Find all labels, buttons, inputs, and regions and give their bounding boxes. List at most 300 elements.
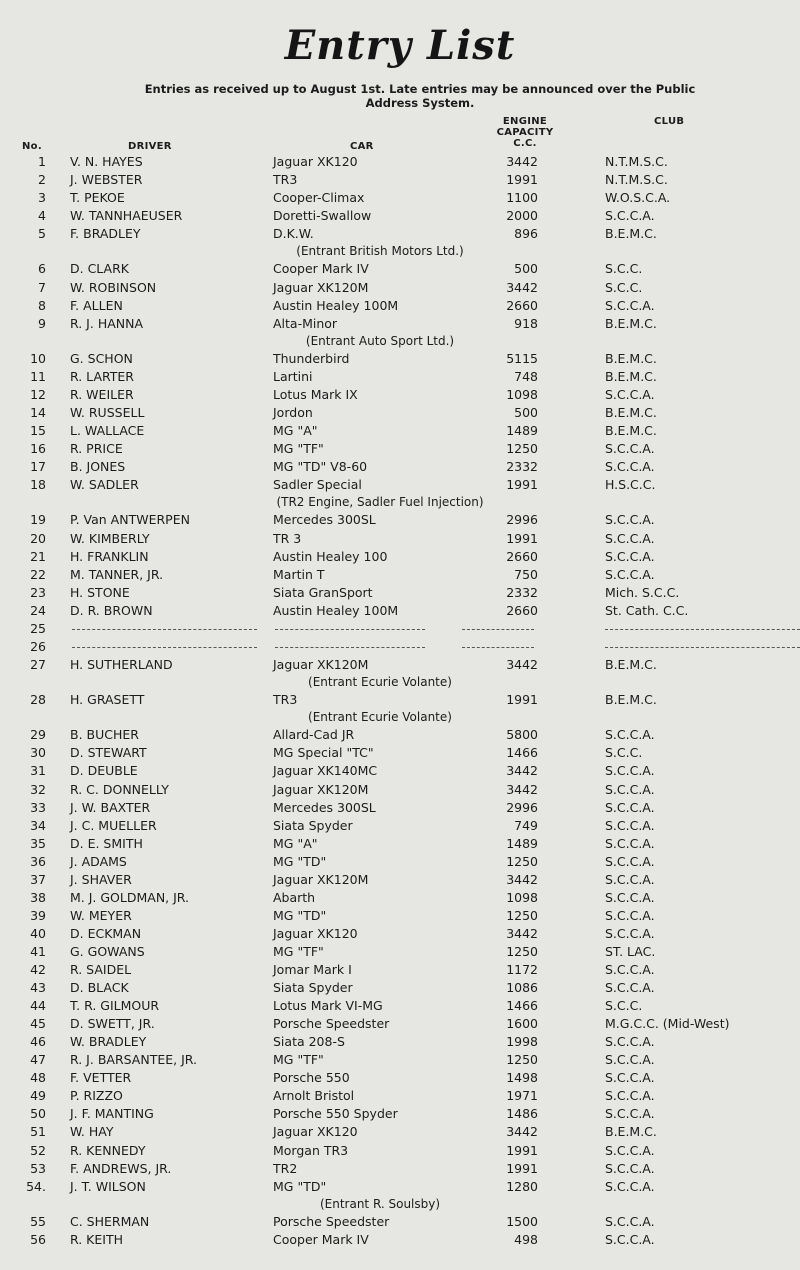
cell-car: TR3 [273, 692, 298, 708]
cell-club: S.C.C.A. [605, 835, 655, 851]
cell-car: Siata Spyder [273, 817, 353, 833]
cell-driver: T. R. GILMOUR [70, 998, 160, 1014]
cell-club: Mich. S.C.C. [605, 584, 680, 600]
cell-car: MG "TD" V8-60 [273, 459, 368, 475]
table-row [0, 566, 800, 584]
cell-club: B.E.M.C. [605, 423, 657, 439]
cell-club: B.E.M.C. [605, 405, 657, 420]
cell-club: S.C.C. [605, 261, 643, 277]
cell-car: MG "TF" [273, 441, 324, 457]
cell-car: Austin Healey 100M [273, 297, 399, 313]
cell-car: Austin Healey 100 [273, 548, 388, 564]
table-row [0, 315, 800, 333]
cell-car: Siata GranSport [273, 584, 373, 600]
table-row [0, 297, 800, 315]
entrant-note [0, 674, 800, 691]
table-row [0, 548, 800, 566]
cell-no: 23 [30, 584, 46, 600]
blank-entry-line [72, 629, 257, 630]
cell-car: Siata Spyder [273, 980, 353, 996]
cell-car: Alta-Minor [273, 315, 338, 331]
table-row [0, 691, 800, 709]
cell-car: Jaguar XK120 [273, 1124, 358, 1140]
blank-entry-line [275, 629, 425, 630]
cell-driver: J. C. MUELLER [70, 817, 157, 833]
blank-entry-line [462, 629, 534, 630]
cell-no: 52 [30, 1142, 46, 1158]
cell-no: 26 [30, 638, 46, 654]
table-row [0, 620, 800, 638]
cell-driver: B. JONES [70, 459, 126, 475]
cell-club: S.C.C.A. [605, 1070, 655, 1086]
cell-cc: 500 [514, 405, 538, 420]
cell-club: B.E.M.C. [605, 1124, 657, 1140]
table-row [0, 1033, 800, 1051]
cell-no: 41 [30, 943, 46, 959]
table-row [0, 171, 800, 189]
cell-car: Jomar Mark I [273, 962, 352, 977]
cell-driver: D. BLACK [70, 980, 129, 996]
cell-car: Thunderbird [273, 350, 350, 366]
cell-no: 11 [30, 368, 46, 384]
cell-car: Jaguar XK120 [273, 925, 358, 941]
cell-driver: H. FRANKLIN [70, 548, 149, 564]
cell-no: 1 [38, 154, 46, 169]
cell-driver: D. DEUBLE [70, 763, 138, 779]
cell-no: 10 [30, 350, 46, 366]
cell-cc: 3442 [506, 763, 538, 779]
table-row [0, 440, 800, 458]
cell-driver: H. STONE [70, 584, 130, 600]
cell-car: Mercedes 300SL [273, 512, 376, 528]
cell-cc: 1086 [506, 980, 538, 996]
cell-club: S.C.C. [605, 745, 643, 761]
table-row [0, 871, 800, 889]
cell-club: S.C.C.A. [605, 512, 655, 528]
cell-cc: 3442 [506, 279, 538, 295]
cell-car: Austin Healey 100M [273, 602, 399, 618]
cell-cc: 1600 [506, 1016, 538, 1032]
cell-no: 49 [30, 1088, 46, 1104]
cell-cc: 1991 [506, 692, 538, 708]
table-row [0, 925, 800, 943]
cell-car: Abarth [273, 889, 316, 905]
cell-driver: R. J. HANNA [70, 315, 144, 331]
cell-cc: 3442 [506, 1124, 538, 1140]
cell-cc: 3442 [506, 154, 538, 169]
cell-driver: P. Van ANTWERPEN [70, 512, 190, 528]
cell-driver: V. N. HAYES [70, 154, 143, 169]
cell-club: S.C.C.A. [605, 1231, 655, 1247]
cell-cc: 2660 [506, 602, 538, 618]
entrant-note [0, 494, 800, 511]
cell-no: 46 [30, 1034, 46, 1050]
cell-club: S.C.C.A. [605, 817, 655, 833]
cell-no: 6 [38, 261, 46, 277]
cell-club: S.C.C.A. [605, 1034, 655, 1050]
cell-club: S.C.C.A. [605, 1213, 655, 1229]
cell-no: 5 [38, 226, 46, 242]
cell-no: 35 [30, 835, 46, 851]
cell-driver: W. RUSSELL [70, 405, 145, 420]
table-row [0, 781, 800, 799]
cell-cc: 1991 [506, 477, 538, 493]
cell-driver: W. TANNHAEUSER [70, 208, 183, 224]
cell-no: 2 [38, 172, 46, 188]
entrant-note [0, 333, 800, 350]
cell-no: 25 [30, 620, 46, 636]
blank-entry-line [605, 629, 800, 630]
cell-driver: D. E. SMITH [70, 835, 143, 851]
cell-cc: 896 [514, 226, 538, 242]
cell-car: Jaguar XK120 [273, 154, 358, 169]
cell-no: 45 [30, 1016, 46, 1032]
cell-no: 21 [30, 548, 46, 564]
cell-cc: 1250 [506, 943, 538, 959]
header-engine-line2: CAPACITY [496, 127, 554, 138]
cell-cc: 1971 [506, 1088, 538, 1104]
cell-car: Cooper-Climax [273, 190, 365, 206]
table-row [0, 1051, 800, 1069]
cell-driver: D. CLARK [70, 261, 129, 277]
cell-driver: J. WEBSTER [70, 172, 143, 188]
cell-no: 44 [30, 998, 46, 1014]
entrant-note-text: (Entrant Ecurie Volante) [308, 710, 452, 725]
cell-car: Jordon [273, 405, 313, 420]
cell-cc: 1466 [506, 745, 538, 761]
table-row [0, 422, 800, 440]
cell-driver: J. SHAVER [70, 871, 132, 887]
cell-car: Porsche 550 Spyder [273, 1106, 398, 1122]
cell-cc: 2660 [506, 548, 538, 564]
cell-cc: 3442 [506, 925, 538, 941]
table-row [0, 638, 800, 656]
cell-no: 47 [30, 1052, 46, 1068]
cell-cc: 750 [514, 566, 538, 582]
cell-driver: W. ROBINSON [70, 279, 157, 295]
cell-driver: M. J. GOLDMAN, JR. [70, 889, 190, 905]
cell-car: Cooper Mark IV [273, 1231, 369, 1247]
cell-car: TR3 [273, 172, 298, 188]
cell-car: Porsche Speedster [273, 1213, 390, 1229]
cell-cc: 1098 [506, 889, 538, 905]
cell-cc: 1466 [506, 998, 538, 1014]
cell-driver: J. T. WILSON [70, 1178, 146, 1194]
cell-car: Allard-Cad JR [273, 727, 355, 743]
entrant-note [0, 709, 800, 726]
cell-no: 14 [30, 405, 46, 420]
table-row [0, 1231, 800, 1249]
cell-cc: 749 [514, 817, 538, 833]
cell-driver: W. BRADLEY [70, 1034, 147, 1050]
cell-cc: 1250 [506, 907, 538, 923]
table-row [0, 153, 800, 171]
table-row [0, 1123, 800, 1141]
table-row [0, 404, 800, 422]
cell-club: S.C.C.A. [605, 386, 655, 402]
cell-cc: 3442 [506, 871, 538, 887]
table-row [0, 602, 800, 620]
cell-no: 50 [30, 1106, 46, 1122]
blank-entry-line [462, 647, 534, 648]
cell-no: 30 [30, 745, 46, 761]
cell-no: 22 [30, 566, 46, 582]
cell-cc: 500 [514, 261, 538, 277]
cell-club: S.C.C.A. [605, 889, 655, 905]
table-row [0, 961, 800, 979]
cell-driver: F. VETTER [70, 1070, 132, 1086]
cell-driver: F. ANDREWS, JR. [70, 1160, 172, 1176]
cell-no: 43 [30, 980, 46, 996]
cell-club: S.C.C.A. [605, 727, 655, 743]
cell-cc: 1280 [506, 1178, 538, 1194]
cell-driver: D. STEWART [70, 745, 147, 761]
cell-no: 36 [30, 853, 46, 869]
table-row [0, 799, 800, 817]
header-engine-line1: ENGINE [502, 116, 548, 127]
cell-cc: 1991 [506, 530, 538, 546]
cell-club: S.C.C.A. [605, 297, 655, 313]
cell-driver: J. ADAMS [70, 853, 127, 869]
cell-no: 18 [30, 477, 46, 493]
cell-car: Jaguar XK120M [273, 871, 369, 887]
cell-driver: R. WEILER [70, 386, 134, 402]
cell-driver: T. PEKOE [70, 190, 125, 206]
blank-entry-line [72, 647, 257, 648]
header-no: No. [22, 141, 42, 152]
cell-no: 28 [30, 692, 46, 708]
cell-driver: R. LARTER [70, 368, 134, 384]
cell-club: N.T.M.S.C. [605, 154, 668, 169]
cell-club: B.E.M.C. [605, 226, 657, 242]
cell-cc: 1250 [506, 441, 538, 457]
header-engine-line3: C.C. [513, 138, 537, 149]
cell-club: M.G.C.C. (Mid-West) [605, 1016, 730, 1032]
cell-driver: W. SADLER [70, 477, 139, 493]
cell-cc: 2996 [506, 512, 538, 528]
cell-club: H.S.C.C. [605, 477, 656, 493]
entrant-note-text: (Entrant R. Soulsby) [319, 1196, 441, 1211]
cell-no: 4 [38, 208, 46, 224]
cell-cc: 1486 [506, 1106, 538, 1122]
blank-entry-line [605, 647, 800, 648]
cell-car: Lotus Mark IX [273, 386, 358, 402]
table-row [0, 207, 800, 225]
table-row [0, 656, 800, 674]
cell-car: Lartini [273, 368, 313, 384]
cell-club: S.C.C.A. [605, 208, 655, 224]
cell-no: 20 [30, 530, 46, 546]
table-row [0, 350, 800, 368]
cell-club: N.T.M.S.C. [605, 172, 668, 188]
cell-no: 33 [30, 799, 46, 815]
cell-club: B.E.M.C. [605, 692, 657, 708]
table-row [0, 853, 800, 871]
cell-driver: L. WALLACE [70, 423, 145, 439]
header-club: CLUB [654, 116, 685, 127]
cell-cc: 1172 [506, 962, 538, 977]
cell-club: S.C.C.A. [605, 1142, 655, 1158]
cell-driver: R. SAIDEL [70, 962, 132, 977]
cell-no: 34 [30, 817, 46, 833]
cell-driver: G. GOWANS [70, 943, 145, 959]
cell-car: Arnolt Bristol [273, 1088, 355, 1104]
cell-cc: 2332 [506, 459, 538, 475]
table-row [0, 889, 800, 907]
cell-car: Porsche Speedster [273, 1016, 390, 1032]
cell-no: 42 [30, 962, 46, 977]
cell-club: S.C.C.A. [605, 799, 655, 815]
cell-cc: 1098 [506, 386, 538, 402]
cell-club: S.C.C. [605, 279, 643, 295]
header-car: CAR [350, 141, 374, 152]
table-row [0, 189, 800, 207]
cell-cc: 2332 [506, 584, 538, 600]
cell-cc: 2660 [506, 297, 538, 313]
cell-driver: J. F. MANTING [70, 1106, 154, 1122]
cell-driver: F. BRADLEY [70, 226, 141, 242]
cell-club: S.C.C.A. [605, 441, 655, 457]
cell-car: Mercedes 300SL [273, 799, 376, 815]
entrant-note-text: (Entrant Ecurie Volante) [308, 674, 452, 689]
cell-cc: 1250 [506, 853, 538, 869]
cell-club: B.E.M.C. [605, 315, 657, 331]
cell-club: S.C.C.A. [605, 980, 655, 996]
table-row [0, 835, 800, 853]
table-row [0, 1105, 800, 1123]
table-row [0, 726, 800, 744]
cell-club: St. Cath. C.C. [605, 602, 689, 618]
entrant-note [0, 243, 800, 260]
table-row [0, 225, 800, 243]
cell-club: S.C.C.A. [605, 1052, 655, 1068]
cell-car: MG "TF" [273, 1052, 324, 1068]
cell-no: 31 [30, 763, 46, 779]
cell-cc: 1250 [506, 1052, 538, 1068]
table-row [0, 530, 800, 548]
cell-driver: R. J. BARSANTEE, JR. [70, 1052, 197, 1068]
cell-no: 29 [30, 727, 46, 743]
cell-driver: R. KEITH [70, 1231, 124, 1247]
cell-no: 56 [30, 1231, 46, 1247]
table-row [0, 476, 800, 494]
entrant-note [0, 1196, 800, 1213]
cell-driver: W. MEYER [70, 907, 132, 923]
cell-cc: 1991 [506, 1160, 538, 1176]
cell-club: W.O.S.C.A. [605, 190, 671, 206]
cell-car: MG "TF" [273, 943, 324, 959]
cell-club: B.E.M.C. [605, 350, 657, 366]
entrant-note-text: (Entrant British Motors Ltd.) [296, 244, 464, 259]
table-row [0, 744, 800, 762]
cell-club: S.C.C.A. [605, 548, 655, 564]
cell-no: 48 [30, 1070, 46, 1086]
cell-car: Lotus Mark VI-MG [273, 998, 383, 1014]
table-row [0, 762, 800, 780]
table-row [0, 458, 800, 476]
cell-car: Morgan TR3 [273, 1142, 349, 1158]
page-title: Entry List [284, 22, 516, 69]
cell-no: 3 [38, 190, 46, 206]
cell-cc: 3442 [506, 781, 538, 797]
table-row [0, 260, 800, 278]
cell-car: Doretti-Swallow [273, 208, 372, 224]
cell-driver: W. KIMBERLY [70, 530, 150, 546]
cell-club: S.C.C.A. [605, 871, 655, 887]
table-row [0, 511, 800, 529]
cell-car: MG "TD" [273, 907, 327, 923]
cell-car: Jaguar XK120M [273, 781, 369, 797]
cell-cc: 498 [514, 1231, 538, 1247]
cell-no: 38 [30, 889, 46, 905]
cell-club: S.C.C. [605, 998, 643, 1014]
cell-no: 27 [30, 656, 46, 672]
header-driver: DRIVER [128, 141, 172, 152]
cell-no: 7 [38, 279, 46, 295]
cell-club: ST. LAC. [605, 943, 656, 959]
cell-car: D.K.W. [273, 226, 314, 242]
cell-club: S.C.C.A. [605, 781, 655, 797]
blank-entry-line [275, 647, 425, 648]
cell-club: S.C.C.A. [605, 530, 655, 546]
cell-cc: 2000 [506, 208, 538, 224]
cell-no: 17 [30, 459, 46, 475]
cell-no: 37 [30, 871, 46, 887]
cell-driver: R. PRICE [70, 441, 123, 457]
page-subtitle: Entries as received up to August 1st. Late entries may be announced over the Public Address System. [144, 82, 696, 110]
cell-no: 40 [30, 925, 46, 941]
cell-club: S.C.C.A. [605, 907, 655, 923]
cell-driver: P. RIZZO [70, 1088, 123, 1104]
cell-no: 53 [30, 1160, 46, 1176]
cell-car: Cooper Mark IV [273, 261, 369, 277]
cell-driver: D. ECKMAN [70, 925, 142, 941]
cell-cc: 748 [514, 368, 538, 384]
cell-no: 32 [30, 781, 46, 797]
cell-cc: 3442 [506, 656, 538, 672]
cell-no: 39 [30, 907, 46, 923]
entrant-note-text: (TR2 Engine, Sadler Fuel Injection) [276, 495, 484, 510]
table-row [0, 1142, 800, 1160]
cell-car: MG Special "TC" [273, 745, 374, 761]
cell-cc: 918 [514, 315, 538, 331]
header-engine-capacity [480, 116, 570, 149]
table-row [0, 386, 800, 404]
cell-cc: 1991 [506, 172, 538, 188]
cell-driver: H. SUTHERLAND [70, 656, 173, 672]
cell-no: 51 [30, 1124, 46, 1140]
table-row [0, 1087, 800, 1105]
cell-no: 12 [30, 386, 46, 402]
table-row [0, 1069, 800, 1087]
table-row [0, 979, 800, 997]
cell-car: Sadler Special [273, 477, 362, 493]
cell-driver: H. GRASETT [70, 692, 145, 708]
cell-cc: 1991 [506, 1142, 538, 1158]
cell-driver: W. HAY [70, 1124, 114, 1140]
cell-car: MG "TD" [273, 1178, 327, 1194]
cell-driver: R. C. DONNELLY [70, 781, 169, 797]
table-row [0, 1178, 800, 1196]
cell-car: Siata 208-S [273, 1034, 345, 1050]
table-row [0, 1160, 800, 1178]
cell-driver: D. SWETT, JR. [70, 1016, 155, 1032]
cell-no: 8 [38, 297, 46, 313]
table-row [0, 907, 800, 925]
table-row [0, 279, 800, 297]
cell-car: Jaguar XK120M [273, 656, 369, 672]
cell-car: MG "A" [273, 423, 318, 439]
